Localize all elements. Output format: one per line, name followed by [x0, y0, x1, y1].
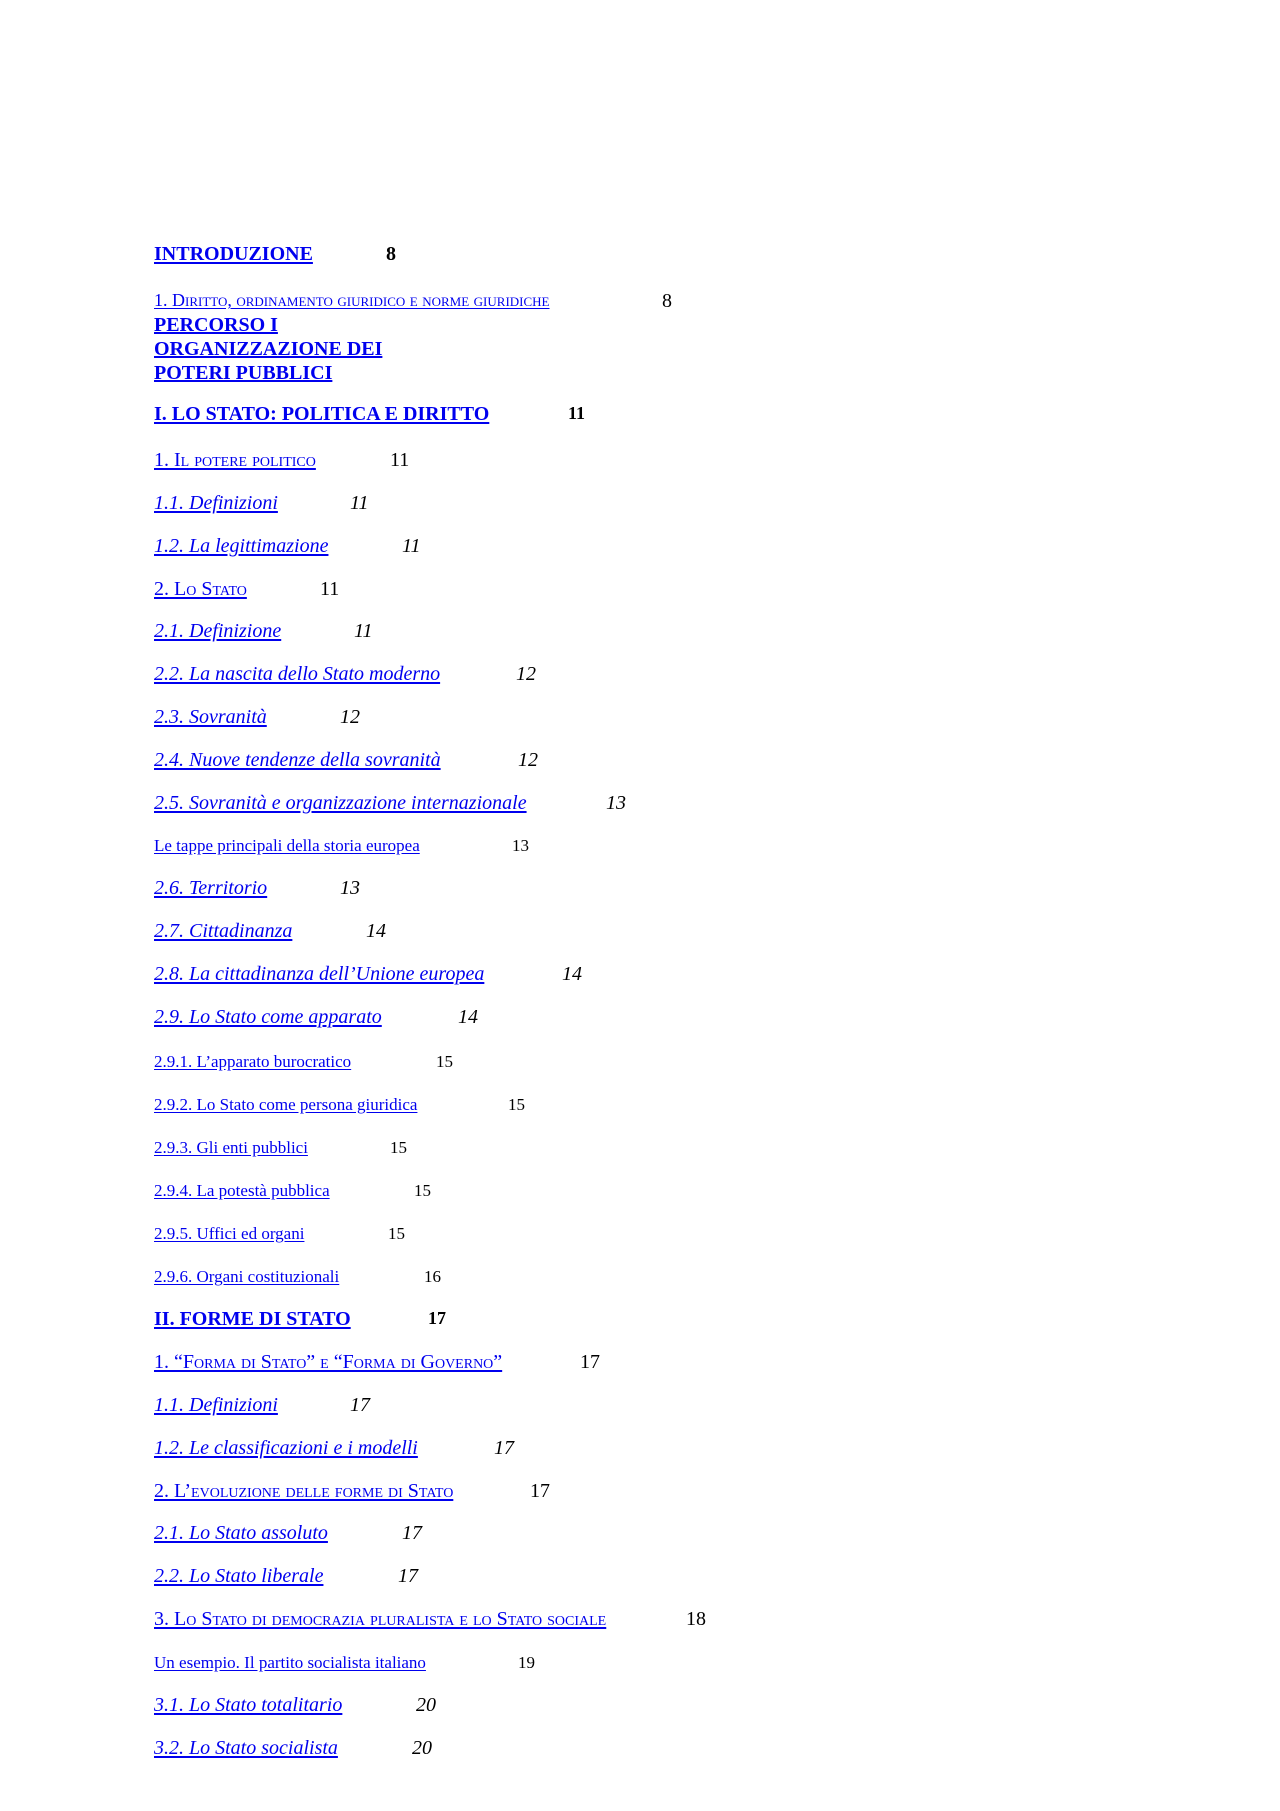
toc-entry-potere-politico — [154, 449, 410, 472]
toc-link-burocratico[interactable]: 2.9.1. L’apparato burocratico — [154, 1052, 352, 1071]
toc-link-esempio[interactable]: Un esempio. Il partito socialista italiano — [154, 1653, 426, 1672]
toc-link-nuove-tendenze[interactable]: 2.4. Nuove tendenze della sovranità — [154, 749, 441, 771]
toc-link-lo-stato[interactable]: 2. Lo Stato — [154, 578, 247, 600]
toc-entry-potesta — [154, 1181, 431, 1201]
toc-link-classificazioni[interactable]: 1.2. Le classificazioni e i modelli — [154, 1437, 418, 1459]
toc-entry-definizioni-2 — [154, 1394, 370, 1417]
toc-entry-introduzione — [154, 243, 396, 266]
toc-link-percorso-line2[interactable]: ORGANIZZAZIONE DEI — [154, 338, 383, 360]
toc-entry-definizione-21 — [154, 620, 373, 643]
toc-link-forme-heading[interactable]: II. FORME DI STATO — [154, 1308, 351, 1330]
toc-link-assoluto[interactable]: 2.1. Lo Stato assoluto — [154, 1522, 328, 1544]
toc-link-sovranita[interactable]: 2.3. Sovranità — [154, 706, 267, 728]
toc-page-number: 17 — [428, 1308, 446, 1328]
toc-page-number: 15 — [436, 1052, 453, 1071]
toc-link-evoluzione[interactable]: 2. L’evoluzione delle forme di Stato — [154, 1480, 454, 1502]
toc-page-number: 15 — [390, 1138, 407, 1157]
toc-entry-liberale — [154, 1565, 418, 1588]
toc-entry-lo-stato-heading — [154, 403, 586, 426]
toc-link-democrazia[interactable]: 3. Lo Stato di democrazia pluralista e lo Stato sociale — [154, 1608, 607, 1630]
toc-link-forma-stato-gov[interactable]: 1. “Forma di Stato” e “Forma di Governo” — [154, 1351, 503, 1373]
toc-entry-territorio — [154, 877, 360, 900]
toc-page-number: 11 — [402, 535, 421, 557]
toc-link-territorio[interactable]: 2.6. Territorio — [154, 877, 268, 899]
toc-page-number: 17 — [580, 1351, 600, 1373]
toc-link-organi-cost[interactable]: 2.9.6. Organi costituzionali — [154, 1267, 340, 1286]
toc-link-socialista[interactable]: 3.2. Lo Stato socialista — [154, 1737, 338, 1759]
toc-link-uffici[interactable]: 2.9.5. Uffici ed organi — [154, 1224, 305, 1243]
toc-page-number: 15 — [414, 1181, 431, 1200]
toc-link-percorso-line1[interactable]: PERCORSO I — [154, 314, 278, 336]
toc-entry-totalitario — [154, 1694, 436, 1717]
toc-page-number: 14 — [562, 963, 582, 985]
toc-link-definizioni-1[interactable]: 1.1. Definizioni — [154, 492, 278, 514]
toc-page-number: 17 — [350, 1394, 370, 1416]
toc-page-number: 17 — [530, 1480, 550, 1502]
toc-link-percorso-line3[interactable]: POTERI PUBBLICI — [154, 362, 333, 384]
toc-entry-organi-cost — [154, 1267, 441, 1287]
toc-entry-socialista — [154, 1737, 432, 1760]
toc-page-number: 20 — [412, 1737, 432, 1759]
toc-page-number: 12 — [516, 663, 536, 685]
toc-entry-cittadinanza-ue — [154, 963, 582, 986]
toc-entry-nuove-tendenze — [154, 749, 538, 772]
toc-link-definizioni-2[interactable]: 1.1. Definizioni — [154, 1394, 278, 1416]
toc-entry-cittadinanza — [154, 920, 386, 943]
toc-link-enti-pubblici[interactable]: 2.9.3. Gli enti pubblici — [154, 1138, 308, 1157]
toc-link-potere-politico[interactable]: 1. Il potere politico — [154, 449, 316, 471]
toc-page-number: 14 — [366, 920, 386, 942]
toc-entry-democrazia — [154, 1608, 706, 1631]
toc-page-number: 13 — [340, 877, 360, 899]
toc-entry-apparato — [154, 1006, 478, 1029]
toc-entry-nascita — [154, 663, 536, 686]
toc-link-definizione-21[interactable]: 2.1. Definizione — [154, 620, 282, 642]
toc-entry-persona-giuridica — [154, 1095, 525, 1115]
toc-entry-burocratico — [154, 1052, 453, 1072]
toc-page-number: 15 — [508, 1095, 525, 1114]
toc-link-introduzione[interactable]: INTRODUZIONE — [154, 243, 313, 265]
toc-link-cittadinanza-ue[interactable]: 2.8. La cittadinanza dell’Unione europea — [154, 963, 485, 985]
toc-link-legittimazione[interactable]: 1.2. La legittimazione — [154, 535, 329, 557]
toc-page-number: 11 — [320, 578, 340, 600]
toc-link-diritto[interactable]: 1. Diritto, ordinamento giuridico e norme giuridiche — [154, 290, 550, 310]
toc-page-number: 18 — [686, 1608, 706, 1630]
toc-entry-lo-stato — [154, 578, 340, 601]
toc-entry-sovranita-org — [154, 792, 626, 815]
toc-entry-classificazioni — [154, 1437, 514, 1460]
toc-entry-enti-pubblici — [154, 1138, 407, 1158]
toc-link-nascita[interactable]: 2.2. La nascita dello Stato moderno — [154, 663, 441, 685]
toc-page-number: 8 — [386, 243, 396, 265]
toc-entry-legittimazione — [154, 535, 421, 558]
toc-page-number: 17 — [402, 1522, 422, 1544]
toc-page-number: 12 — [340, 706, 360, 728]
toc-link-totalitario[interactable]: 3.1. Lo Stato totalitario — [154, 1694, 343, 1716]
toc-entry-tappe — [154, 836, 529, 856]
toc-link-apparato[interactable]: 2.9. Lo Stato come apparato — [154, 1006, 382, 1028]
toc-entry-diritto — [154, 290, 672, 312]
toc-entry-forma-stato-gov — [154, 1351, 600, 1374]
toc-entry-sovranita — [154, 706, 360, 729]
toc-page-number: 13 — [512, 836, 529, 855]
toc-page-number: 14 — [458, 1006, 478, 1028]
toc-link-lo-stato-heading[interactable]: I. LO STATO: POLITICA E DIRITTO — [154, 403, 490, 425]
toc-percorso-heading — [154, 313, 382, 385]
toc-entry-evoluzione — [154, 1480, 550, 1503]
toc-page-number: 16 — [424, 1267, 441, 1286]
toc-page-number: 17 — [494, 1437, 514, 1459]
toc-page-number: 19 — [518, 1653, 535, 1672]
toc-link-potesta[interactable]: 2.9.4. La potestà pubblica — [154, 1181, 330, 1200]
toc-link-persona-giuridica[interactable]: 2.9.2. Lo Stato come persona giuridica — [154, 1095, 418, 1114]
table-of-contents — [154, 0, 1154, 1811]
toc-page-number: 15 — [388, 1224, 405, 1243]
toc-entry-uffici — [154, 1224, 405, 1244]
toc-page-number: 13 — [606, 792, 626, 814]
toc-link-cittadinanza[interactable]: 2.7. Cittadinanza — [154, 920, 293, 942]
toc-entry-esempio — [154, 1653, 535, 1673]
toc-entry-definizioni-1 — [154, 492, 369, 515]
toc-page-number: 11 — [568, 403, 586, 423]
toc-link-liberale[interactable]: 2.2. Lo Stato liberale — [154, 1565, 324, 1587]
toc-page-number: 11 — [390, 449, 410, 471]
toc-page-number: 17 — [398, 1565, 418, 1587]
toc-page-number: 12 — [518, 749, 538, 771]
toc-entry-assoluto — [154, 1522, 422, 1545]
toc-link-sovranita-org[interactable]: 2.5. Sovranità e organizzazione internazionale — [154, 792, 527, 814]
toc-page-number: 20 — [416, 1694, 436, 1716]
toc-link-tappe[interactable]: Le tappe principali della storia europea — [154, 836, 420, 855]
toc-page-number: 11 — [350, 492, 369, 514]
toc-page-number: 8 — [662, 290, 672, 312]
toc-page-number: 11 — [354, 620, 373, 642]
toc-entry-forme-heading — [154, 1308, 446, 1331]
